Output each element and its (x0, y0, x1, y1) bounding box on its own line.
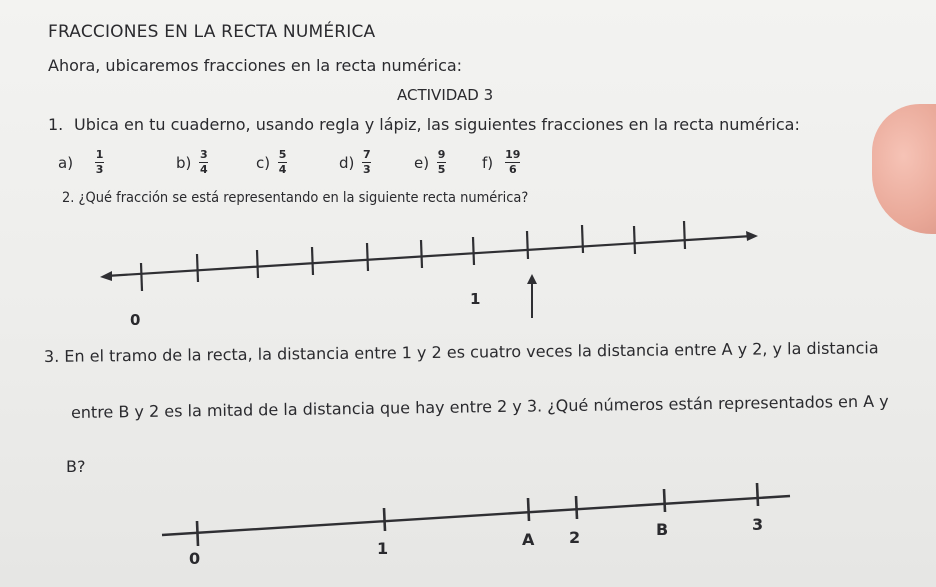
denominator: 6 (508, 163, 517, 176)
numerator: 7 (363, 148, 371, 161)
label-b: B (656, 520, 669, 539)
label-1: 1 (377, 539, 389, 558)
label-one: 1 (470, 290, 481, 308)
tick-2 (576, 496, 577, 519)
question-3-line-1: 3. En el tramo de la recta, la distancia entre 1 y 2 es cuatro veces la distancia entre A y 2, y la distancia (43, 338, 879, 366)
activity-heading: ACTIVIDAD 3 (397, 86, 494, 104)
label-3: 3 (752, 515, 764, 534)
question-1-text: Ubica en tu cuaderno, usando regla y lápiz, las siguientes fracciones en la recta numérica: (74, 115, 800, 134)
fraction-letter: f) (482, 153, 494, 172)
label-zero: 0 (130, 311, 141, 329)
denominator: 5 (437, 163, 446, 176)
label-0: 0 (189, 549, 201, 568)
tick-b (664, 489, 665, 512)
question-3-line-2: entre B y 2 es la mitad de la distancia que hay entre 2 y 3. ¿Qué números están representados en A y (70, 391, 889, 422)
numerator: 9 (437, 148, 446, 161)
question-2: 2. ¿Qué fracción se está representando en la siguiente recta numérica? (62, 190, 529, 206)
label-a: A (522, 530, 535, 549)
tick-0 (197, 521, 198, 546)
fraction-letter: b) (176, 153, 192, 172)
denominator: 4 (200, 163, 208, 176)
fraction-letter: e) (414, 153, 430, 172)
denominator: 3 (95, 163, 104, 176)
denominator: 4 (278, 163, 287, 176)
tick-a (528, 498, 529, 521)
numerator: 19 (505, 148, 521, 161)
number-line (162, 496, 790, 535)
page-title: FRACCIONES EN LA RECTA NUMÉRICA (48, 22, 376, 42)
numerator: 1 (95, 148, 104, 161)
label-2: 2 (569, 528, 581, 547)
tick-labels (189, 515, 763, 568)
fraction-letter: a) (58, 153, 74, 172)
denominator: 3 (363, 163, 371, 176)
fraction-letter: c) (256, 153, 271, 172)
intro-text: Ahora, ubicaremos fracciones en la recta numérica: (48, 56, 463, 75)
tick-3 (757, 483, 758, 506)
numerator: 3 (200, 148, 208, 161)
fraction-letter: d) (339, 153, 355, 172)
question-1-number: 1. (48, 115, 64, 134)
tick-1 (384, 508, 385, 531)
numerator: 5 (278, 148, 287, 161)
question-3-line-3: B? (66, 457, 86, 476)
